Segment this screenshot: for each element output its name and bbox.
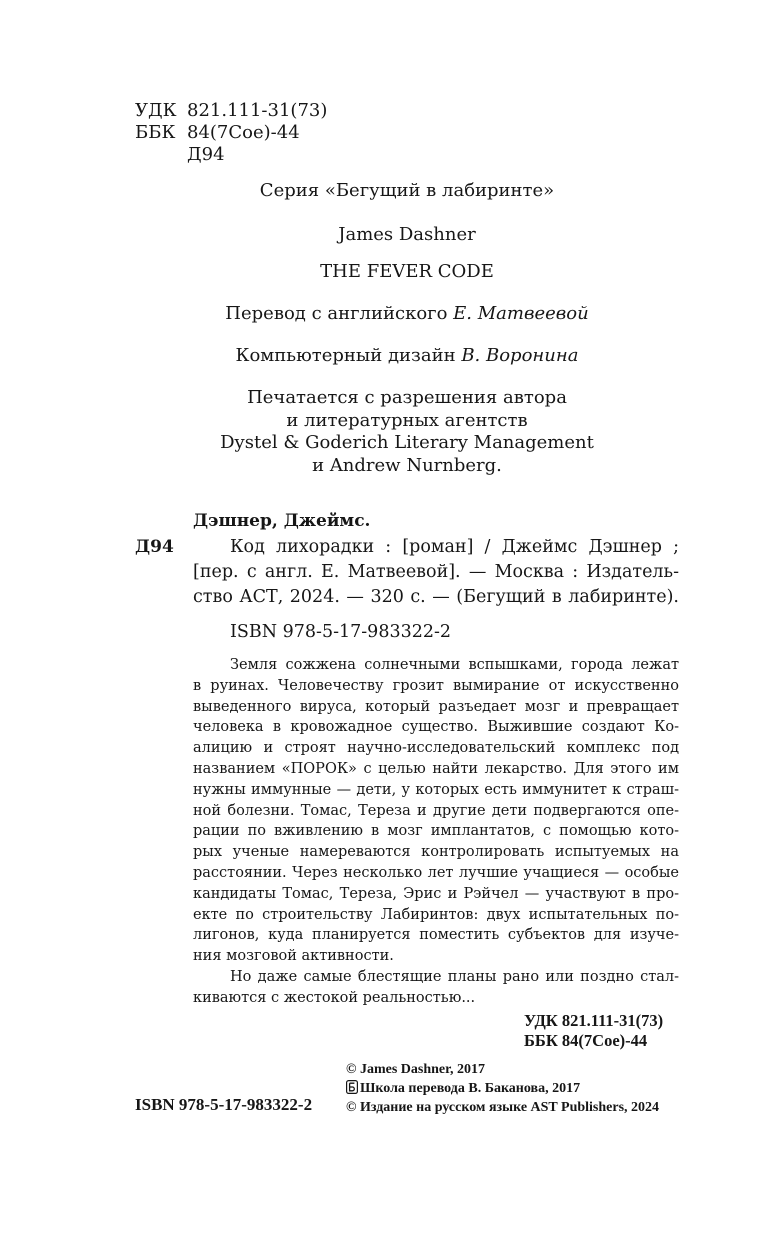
classification-value: 84(7Сое)-44	[187, 122, 300, 143]
annotation-line: расстоянии. Через несколько лет лучшие учащиеся — особые	[193, 864, 679, 881]
translator-name: Е. Матвеевой	[453, 303, 589, 324]
classification-row	[135, 122, 327, 144]
annotation-line: екте по строительству Лабиринтов: двух испытательных по-	[193, 906, 679, 923]
annotation-line: рации по вживлению в мозг имплантатов, с помощью кото-	[193, 823, 679, 840]
annotation-line: ной болезни. Томас, Тереза и другие дети подвергаются опе-	[193, 802, 679, 819]
annotation-line: рых ученые намереваются контролировать испытуемых на	[193, 844, 679, 861]
series-line: Серия «Бегущий в лабиринте»	[259, 180, 555, 201]
permission-notice	[135, 387, 679, 478]
copyright-line: Школа перевода В. Баканова, 2017	[360, 1081, 581, 1096]
classification-code: ББК	[135, 122, 176, 143]
bibliographic-heading: Дэшнер, Джеймс.	[193, 511, 371, 531]
annotation-line: алицию и строят научно-исследовательский комплекс под	[193, 740, 679, 757]
classification-row	[135, 144, 327, 166]
permission-line: и литературных агентств	[286, 409, 528, 431]
copyright-line-translation-school	[346, 1079, 659, 1098]
copyright-line: © James Dashner, 2017	[346, 1062, 486, 1077]
classification-code	[135, 144, 187, 166]
original-author: James Dashner	[338, 224, 476, 245]
classification-line: ББК 84(7Сое)-44	[524, 1031, 648, 1050]
annotation-line: Земля сожжена солнечными вспышками, города лежат	[230, 657, 679, 673]
annotation-line: Но даже самые блестящие планы рано или поздно стал-	[230, 968, 679, 985]
annotation-line: нужны иммунные — дети, у которых есть иммунитет к страш-	[193, 781, 679, 798]
designer-credit	[135, 345, 679, 367]
copyright-line: © Издание на русском языке AST Publishers, 2024	[346, 1100, 660, 1115]
classification-codes-top	[135, 100, 327, 166]
translator-credit	[135, 303, 679, 325]
classification-codes-bottom	[524, 1011, 663, 1051]
classification-line: УДК 821.111-31(73)	[524, 1011, 664, 1030]
permission-line: и Andrew Nurnberg.	[312, 455, 502, 477]
designer-name: В. Воронина	[461, 345, 579, 366]
bibliographic-isbn: ISBN 978-5-17-983322-2	[230, 622, 452, 642]
annotation-paragraph	[193, 655, 679, 967]
annotation-paragraph	[193, 967, 679, 1009]
translation-school-logo-icon	[346, 1080, 358, 1094]
annotation-line: ния мозговой активности.	[193, 948, 394, 965]
original-title: THE FEVER CODE	[320, 261, 494, 282]
annotation-line: в руинах. Человечеству грозит вымирание от искусственно	[193, 677, 679, 694]
translator-label: Перевод с английского	[225, 303, 448, 324]
annotation-line: кандидаты Томас, Тереза, Эрис и Рэйчел — участвуют в про-	[193, 885, 679, 902]
classification-value: 821.111-31(73)	[187, 100, 328, 121]
annotation-line: лигонов, куда планируется поместить субъектов для изуче-	[193, 927, 679, 944]
classification-code: УДК	[135, 100, 177, 121]
annotation-line: названием «ПОРОК» с целью найти лекарство. Для этого им	[193, 760, 679, 777]
permission-line: Печатается с разрешения автора	[247, 387, 567, 408]
bibliographic-line: Код лихорадки : [роман] / Джеймс Дэшнер ;	[230, 537, 679, 557]
classification-row	[135, 100, 327, 122]
annotation	[193, 655, 679, 1009]
bibliographic-line: [пер. с англ. Е. Матвеевой]. — Москва : Издатель-	[193, 562, 679, 582]
annotation-line: выведенного вируса, который разъедает мозг и превращает	[193, 698, 679, 715]
author-sign: Д94	[135, 537, 174, 557]
permission-line: Dystel & Goderich Literary Management	[220, 432, 594, 454]
copyright-block	[346, 1060, 659, 1117]
annotation-line: человека в кровожадное существо. Выжившие создают Ко-	[193, 719, 679, 736]
bibliographic-description	[193, 535, 679, 610]
designer-label: Компьютерный дизайн	[235, 345, 456, 366]
annotation-line: киваются с жестокой реальностью...	[193, 989, 476, 1006]
imprint-isbn: ISBN 978-5-17-983322-2	[135, 1095, 313, 1114]
bibliographic-line: ство АСТ, 2024. — 320 с. — (Бегущий в лабиринте).	[193, 587, 679, 607]
author-sign-code: Д94	[187, 144, 225, 165]
